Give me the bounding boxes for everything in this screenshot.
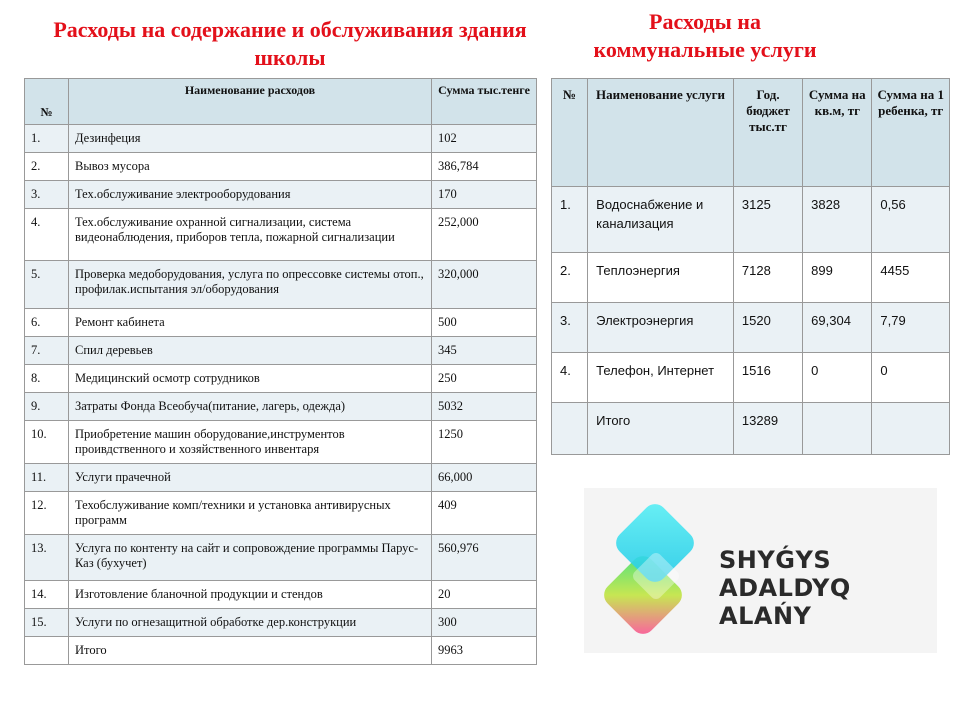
utility-expenses-table	[551, 78, 950, 455]
row-name-cell: Итого	[588, 403, 734, 455]
logo-wordmark	[719, 546, 937, 630]
row-per-m2-cell: 69,304	[803, 303, 872, 353]
row-budget-cell: 7128	[733, 253, 802, 303]
logo-line-1: SHYǴYS	[719, 546, 832, 574]
row-num-cell	[25, 637, 69, 665]
table-row	[25, 637, 537, 665]
row-num-cell: 6.	[25, 309, 69, 337]
row-name-cell: Медицинский осмотр сотрудников	[69, 365, 432, 393]
row-sum-cell: 320,000	[432, 261, 537, 309]
row-sum-cell: 66,000	[432, 464, 537, 492]
row-num-cell: 2.	[25, 153, 69, 181]
row-per-child-cell	[872, 403, 950, 455]
table-row	[25, 181, 537, 209]
row-num-cell: 9.	[25, 393, 69, 421]
row-num-cell: 5.	[25, 261, 69, 309]
table-row	[25, 209, 537, 261]
table-row	[25, 125, 537, 153]
row-name-cell: Услуга по контенту на сайт и сопровождение программы Парус-Каз (бухучет)	[69, 535, 432, 581]
table-row	[25, 464, 537, 492]
table-row	[25, 581, 537, 609]
row-per-m2-cell: 899	[803, 253, 872, 303]
row-name-cell: Дезинфеция	[69, 125, 432, 153]
row-name-cell: Приобретение машин оборудование,инструментов проивдственного и хозяйственного инвентаря	[69, 421, 432, 464]
row-sum-cell: 500	[432, 309, 537, 337]
header-per-child: Сумма на 1 ребенка, тг	[872, 79, 950, 187]
table-row	[25, 492, 537, 535]
row-name-cell: Изготовление бланочной продукции и стендов	[69, 581, 432, 609]
header-name: Наименование услуги	[588, 79, 734, 187]
table-row	[25, 337, 537, 365]
row-num-cell: 4.	[552, 353, 588, 403]
header-per-m2: Сумма на кв.м, тг	[803, 79, 872, 187]
logo-line-2: ADALDYQ ALAŃY	[719, 574, 851, 630]
row-name-cell: Теплоэнергия	[588, 253, 734, 303]
maintenance-expenses-body	[25, 125, 537, 665]
row-num-cell: 14.	[25, 581, 69, 609]
row-name-cell: Услуги по огнезащитной обработке дер.конструкции	[69, 609, 432, 637]
table-row	[552, 353, 950, 403]
row-budget-cell: 1516	[733, 353, 802, 403]
row-num-cell: 2.	[552, 253, 588, 303]
row-budget-cell: 1520	[733, 303, 802, 353]
row-sum-cell: 345	[432, 337, 537, 365]
row-name-cell: Затраты Фонда Всеобуча(питание, лагерь, одежда)	[69, 393, 432, 421]
row-name-cell: Водоснабжение и канализация	[588, 187, 734, 253]
row-num-cell: 12.	[25, 492, 69, 535]
table-row	[25, 393, 537, 421]
row-name-cell: Услуги прачечной	[69, 464, 432, 492]
row-sum-cell: 9963	[432, 637, 537, 665]
row-num-cell: 7.	[25, 337, 69, 365]
row-sum-cell: 386,784	[432, 153, 537, 181]
row-name-cell: Телефон, Интернет	[588, 353, 734, 403]
header-num: №	[25, 79, 69, 125]
row-sum-cell: 409	[432, 492, 537, 535]
row-num-cell: 3.	[552, 303, 588, 353]
header-budget: Год. бюджет тыс.тг	[733, 79, 802, 187]
table-row	[25, 261, 537, 309]
header-num: №	[552, 79, 588, 187]
row-per-child-cell: 0,56	[872, 187, 950, 253]
row-budget-cell: 3125	[733, 187, 802, 253]
row-num-cell: 1.	[552, 187, 588, 253]
row-name-cell: Итого	[69, 637, 432, 665]
row-name-cell: Тех.обслуживание электрооборудования	[69, 181, 432, 209]
row-sum-cell: 300	[432, 609, 537, 637]
left-table-title: Расходы на содержание и обслуживания здания школы	[53, 17, 527, 70]
row-num-cell: 4.	[25, 209, 69, 261]
row-sum-cell: 560,976	[432, 535, 537, 581]
table-row	[25, 309, 537, 337]
maintenance-expenses-table	[24, 78, 537, 665]
header-name: Наименование расходов	[69, 79, 432, 125]
row-name-cell: Вывоз мусора	[69, 153, 432, 181]
table-row	[25, 609, 537, 637]
row-per-child-cell: 0	[872, 353, 950, 403]
row-name-cell: Проверка медоборудования, услуга по опрессовке системы отоп., профилак.испытания эл/оборудования	[69, 261, 432, 309]
row-sum-cell: 1250	[432, 421, 537, 464]
row-num-cell: 15.	[25, 609, 69, 637]
row-num-cell: 3.	[25, 181, 69, 209]
row-sum-cell: 252,000	[432, 209, 537, 261]
table-row	[552, 187, 950, 253]
row-num-cell: 1.	[25, 125, 69, 153]
row-per-m2-cell	[803, 403, 872, 455]
row-sum-cell: 102	[432, 125, 537, 153]
row-per-child-cell: 7,79	[872, 303, 950, 353]
header-sum: Сумма тыс.тенге	[432, 79, 537, 125]
table-row	[25, 365, 537, 393]
row-sum-cell: 5032	[432, 393, 537, 421]
row-num-cell	[552, 403, 588, 455]
table-row	[25, 421, 537, 464]
row-name-cell: Тех.обслуживание охранной сигнализации, система видеонаблюдения, приборов тепла, пожарной сигнализации	[69, 209, 432, 261]
table-row	[552, 303, 950, 353]
row-sum-cell: 250	[432, 365, 537, 393]
row-num-cell: 11.	[25, 464, 69, 492]
row-budget-cell: 13289	[733, 403, 802, 455]
table-row	[552, 403, 950, 455]
row-num-cell: 8.	[25, 365, 69, 393]
logo-mark-icon	[594, 502, 714, 642]
row-name-cell: Электроэнергия	[588, 303, 734, 353]
logo-banner	[584, 488, 937, 653]
table-row	[552, 253, 950, 303]
row-sum-cell: 170	[432, 181, 537, 209]
row-num-cell: 13.	[25, 535, 69, 581]
row-name-cell: Ремонт кабинета	[69, 309, 432, 337]
row-per-child-cell: 4455	[872, 253, 950, 303]
row-name-cell: Спил деревьев	[69, 337, 432, 365]
row-per-m2-cell: 0	[803, 353, 872, 403]
row-per-m2-cell: 3828	[803, 187, 872, 253]
right-table-title: Расходы на коммунальные услуги	[593, 9, 817, 62]
row-name-cell: Техобслуживание комп/техники и установка антивирусных программ	[69, 492, 432, 535]
row-num-cell: 10.	[25, 421, 69, 464]
row-sum-cell: 20	[432, 581, 537, 609]
utility-expenses-body	[552, 187, 950, 455]
table-row	[25, 535, 537, 581]
table-row	[25, 153, 537, 181]
